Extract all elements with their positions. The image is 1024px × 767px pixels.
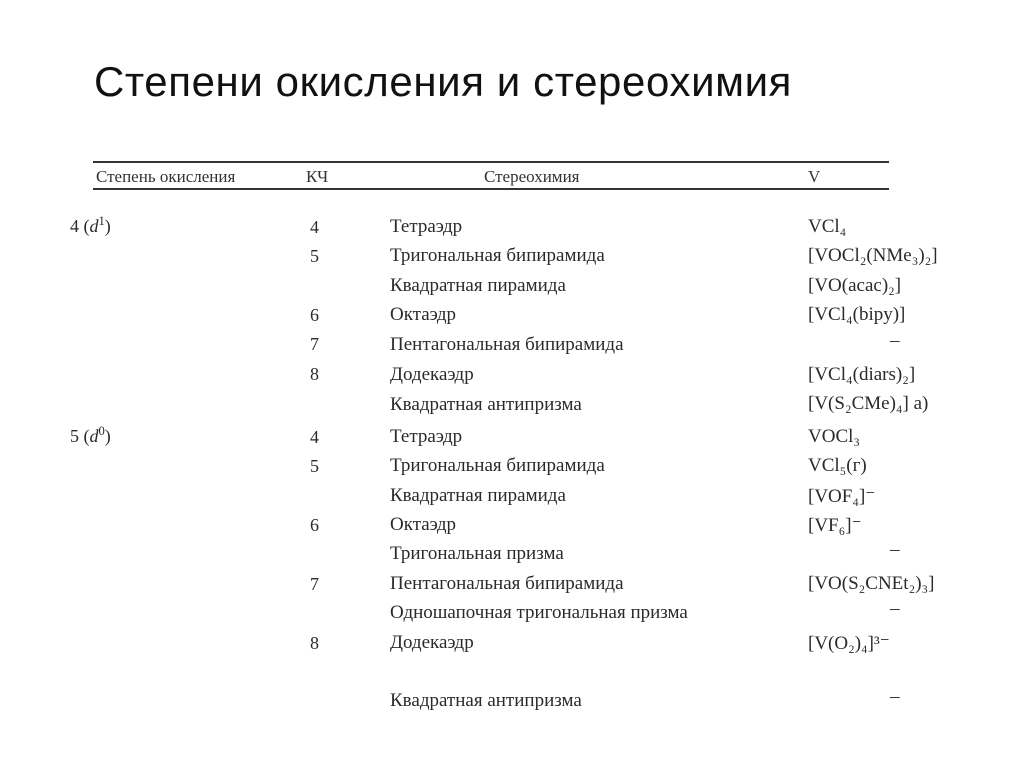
formula-cell: VCl₄: [808, 216, 847, 237]
stereochemistry-cell: Тригональная бипирамида: [390, 245, 605, 266]
stereochemistry-cell: Квадратная пирамида: [390, 275, 566, 296]
coordination-number: 5: [310, 246, 319, 266]
stereochemistry-cell: Квадратная пирамида: [390, 485, 566, 506]
table-header-rule: [93, 188, 889, 190]
coordination-number: 7: [310, 574, 319, 594]
stereochemistry-cell: Тригональная призма: [390, 543, 564, 564]
formula-cell: –: [890, 686, 900, 707]
coordination-number: 6: [310, 305, 319, 325]
stereochemistry-cell: Квадратная антипризма: [390, 394, 582, 415]
coordination-number: 4: [310, 217, 319, 237]
stereochemistry-cell: Тетраэдр: [390, 216, 463, 237]
formula-cell: VOCl₃: [808, 426, 861, 447]
header-coordination-number: КЧ: [306, 167, 329, 186]
formula-cell: [V(O₂)₄]³⁻: [808, 633, 890, 654]
stereochemistry-cell: Пентагональная бипирамида: [390, 334, 624, 355]
formula-cell: –: [890, 330, 900, 351]
oxidation-state-label: 4 $(d^1)$: [70, 214, 111, 236]
stereochemistry-cell: Одношапочная тригональная призма: [390, 602, 688, 623]
formula-cell: [V(S₂CMe)₄] а): [808, 393, 929, 414]
stereochemistry-cell: Додекаэдр: [390, 632, 474, 653]
coordination-number: 7: [310, 334, 319, 354]
formula-cell: [VCl₄(bipy)]: [808, 304, 906, 325]
formula-cell: [VO(S₂CNEt₂)₃]: [808, 573, 935, 594]
formula-cell: [VOF₄]⁻: [808, 486, 876, 507]
stereochemistry-cell: Пентагональная бипирамида: [390, 573, 624, 594]
stereochemistry-cell: Октаэдр: [390, 304, 457, 325]
coordination-number: 4: [310, 427, 319, 447]
formula-cell: –: [890, 539, 900, 560]
header-stereochemistry: Стереохимия: [484, 167, 580, 186]
stereochemistry-cell: Тетраэдр: [390, 426, 463, 447]
header-vanadium-example: V: [808, 167, 821, 186]
table-top-rule: [93, 161, 889, 163]
formula-cell: [VF₆]⁻: [808, 515, 862, 536]
coordination-number: 8: [310, 364, 319, 384]
stereochemistry-cell: Додекаэдр: [390, 364, 474, 385]
formula-cell: [VOCl₂(NMe₃)₂]: [808, 245, 938, 266]
oxidation-state-label: 5 $(d^0)$: [70, 424, 111, 446]
coordination-number: 6: [310, 515, 319, 535]
stereochemistry-cell: Тригональная бипирамида: [390, 455, 605, 476]
stereochemistry-cell: Октаэдр: [390, 514, 457, 535]
header-oxidation-state: Степень окисления: [96, 167, 236, 186]
stereochemistry-cell: Квадратная антипризма: [390, 690, 582, 711]
formula-cell: –: [890, 598, 900, 619]
slide-title: Степени окисления и стереохимия: [94, 58, 793, 105]
formula-cell: [VO(acac)₂]: [808, 275, 902, 296]
coordination-number: 8: [310, 633, 319, 653]
coordination-number: 5: [310, 456, 319, 476]
formula-cell: VCl₅(г): [808, 455, 867, 476]
formula-cell: [VCl₄(diars)₂]: [808, 364, 916, 385]
